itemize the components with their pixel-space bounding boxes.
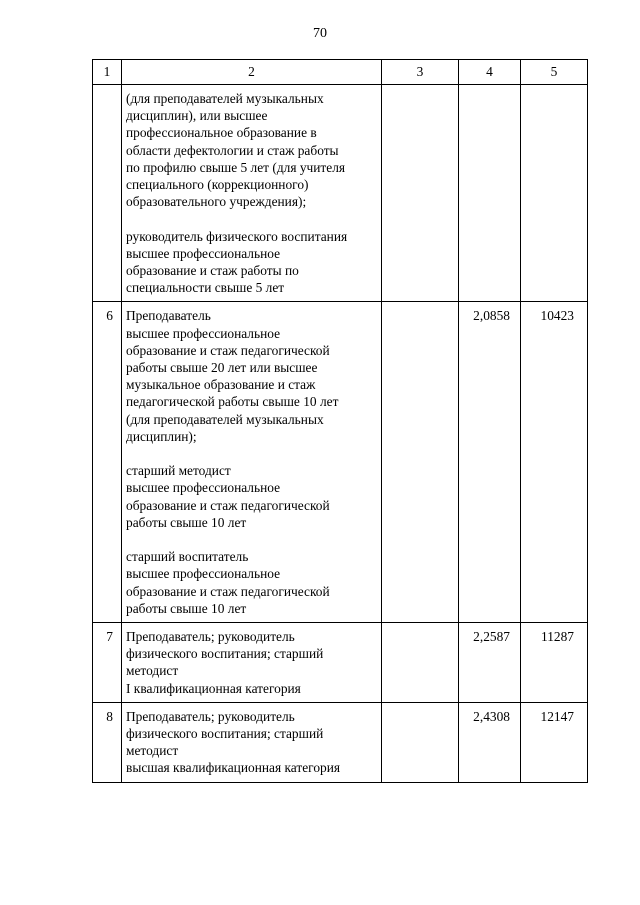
salary-cell: 10423 [521, 302, 588, 623]
position-description [122, 85, 382, 302]
column-3-cell [382, 623, 459, 703]
column-3-cell [382, 85, 459, 302]
description-paragraph: Преподаватель; руководитель физического воспитания; старший методист высшая квалификационная категория [126, 708, 341, 776]
column-header: 2 [122, 60, 382, 85]
column-3-cell [382, 302, 459, 623]
table-row [93, 623, 588, 703]
table-row [93, 85, 588, 302]
description-paragraph: Преподаватель высшее профессиональное образование и стаж педагогической работы свыше 20 лет или высшее музыкальное образование и стаж педагогической работы свыше 10 лет (для преподавателей музыкальных дисциплин); [126, 308, 339, 444]
salary-cell [521, 85, 588, 302]
coefficient-cell: 2,2587 [459, 623, 521, 703]
coefficient-cell: 2,4308 [459, 702, 521, 782]
page-number: 70 [313, 26, 327, 41]
description-paragraph: (для преподавателей музыкальных дисциплин), или высшее профессиональное образование в области дефектологии и стаж работы по профилю свыше 5 лет (для учителя специального (коррекционного) образовательного учреждения); [126, 91, 346, 210]
table-row [93, 702, 588, 782]
column-3-cell [382, 702, 459, 782]
coefficient-cell [459, 85, 521, 302]
row-number [93, 85, 122, 302]
row-number: 6 [93, 302, 122, 623]
position-description [122, 702, 382, 782]
description-paragraph: старший методист высшее профессиональное образование и стаж педагогической работы свыше 10 лет [126, 463, 330, 530]
column-header: 3 [382, 60, 459, 85]
row-number: 7 [93, 623, 122, 703]
salary-cell: 12147 [521, 702, 588, 782]
row-number: 8 [93, 702, 122, 782]
column-header: 4 [459, 60, 521, 85]
column-header: 5 [521, 60, 588, 85]
data-table [92, 59, 588, 783]
header-row [93, 60, 588, 85]
salary-cell: 11287 [521, 623, 588, 703]
table-row [93, 302, 588, 623]
coefficient-cell: 2,0858 [459, 302, 521, 623]
position-description [122, 623, 382, 703]
position-description [122, 302, 382, 623]
column-header: 1 [93, 60, 122, 85]
description-paragraph: старший воспитатель высшее профессиональное образование и стаж педагогической работы свыше 10 лет [126, 549, 330, 616]
description-paragraph: Преподаватель; руководитель физического воспитания; старший методист I квалификационная категория [126, 629, 324, 696]
description-paragraph: руководитель физического воспитания высшее профессиональное образование и стаж работы по специальности свыше 5 лет [126, 228, 348, 296]
